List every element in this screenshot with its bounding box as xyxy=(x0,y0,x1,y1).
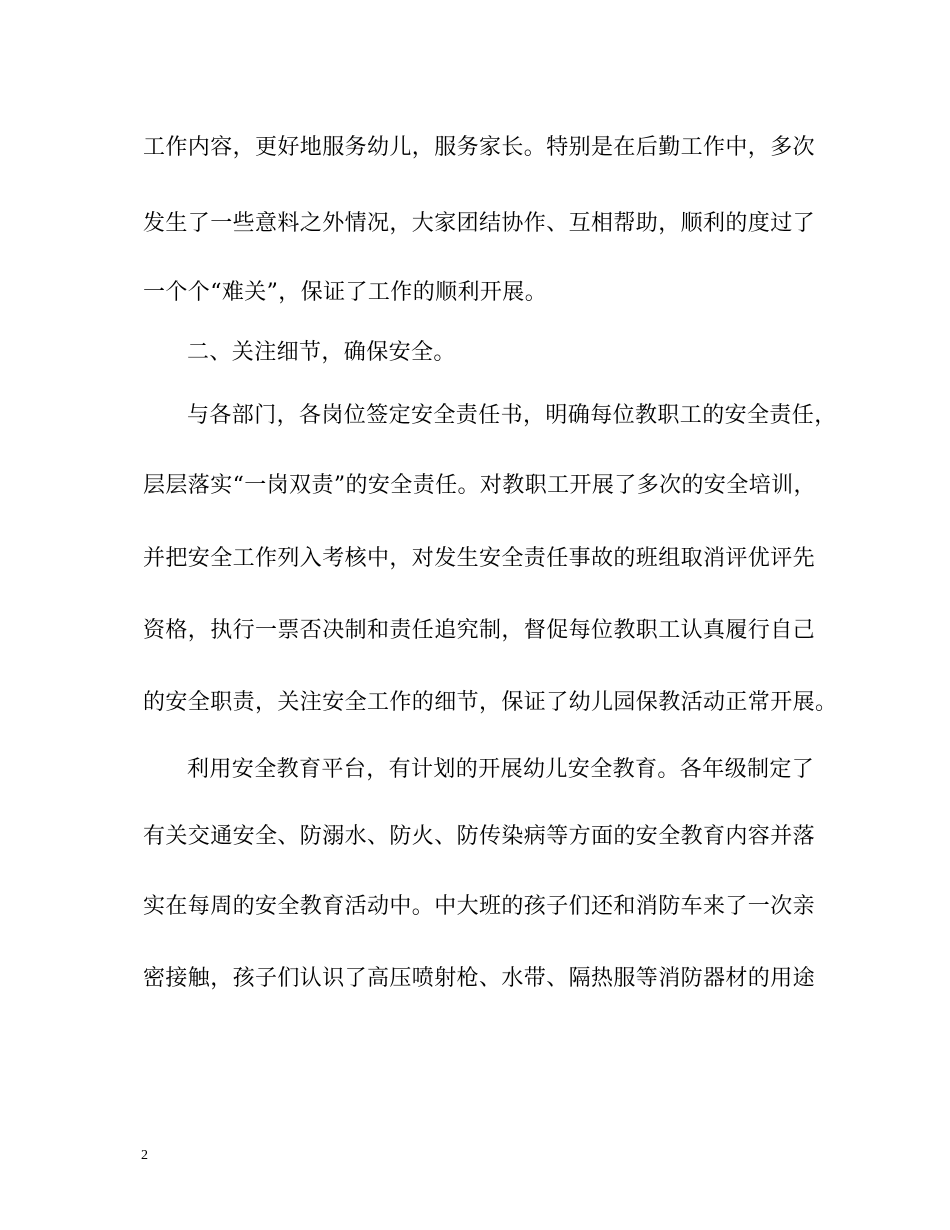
text-line: 并把安全工作列入考核中，对发生安全责任事故的班组取消评优评先 xyxy=(143,546,816,571)
text-line: 资格，执行一票否决制和责任追究制，督促每位教职工认真履行自己 xyxy=(143,618,816,643)
text-line: 有关交通安全、防溺水、防火、防传染病等方面的安全教育内容并落 xyxy=(143,824,816,849)
text-line: 发生了一些意料之外情况，大家团结协作、互相帮助，顺利的度过了 xyxy=(143,211,816,236)
text-line: 密接触，孩子们认识了高压喷射枪、水带、隔热服等消防器材的用途 xyxy=(143,966,816,991)
section-heading: 二、关注细节，确保安全。 xyxy=(187,340,456,365)
text-line: 的安全职责，关注安全工作的细节，保证了幼儿园保教活动正常开展。 xyxy=(143,690,838,715)
text-line: 工作内容，更好地服务幼儿，服务家长。特别是在后勤工作中，多次 xyxy=(143,135,816,160)
text-line: 实在每周的安全教育活动中。中大班的孩子们还和消防车来了一次亲 xyxy=(143,894,816,919)
paragraph-start-line: 利用安全教育平台，有计划的开展幼儿安全教育。各年级制定了 xyxy=(187,757,815,782)
text-line: 层层落实“一岗双责”的安全责任。对教职工开展了多次的安全培训， xyxy=(143,473,816,498)
paragraph-start-line: 与各部门，各岗位签定安全责任书，明确每位教职工的安全责任， xyxy=(187,403,837,428)
text-line: 一个个“难关”，保证了工作的顺利开展。 xyxy=(143,280,548,305)
page-number: 2 xyxy=(141,1148,148,1163)
